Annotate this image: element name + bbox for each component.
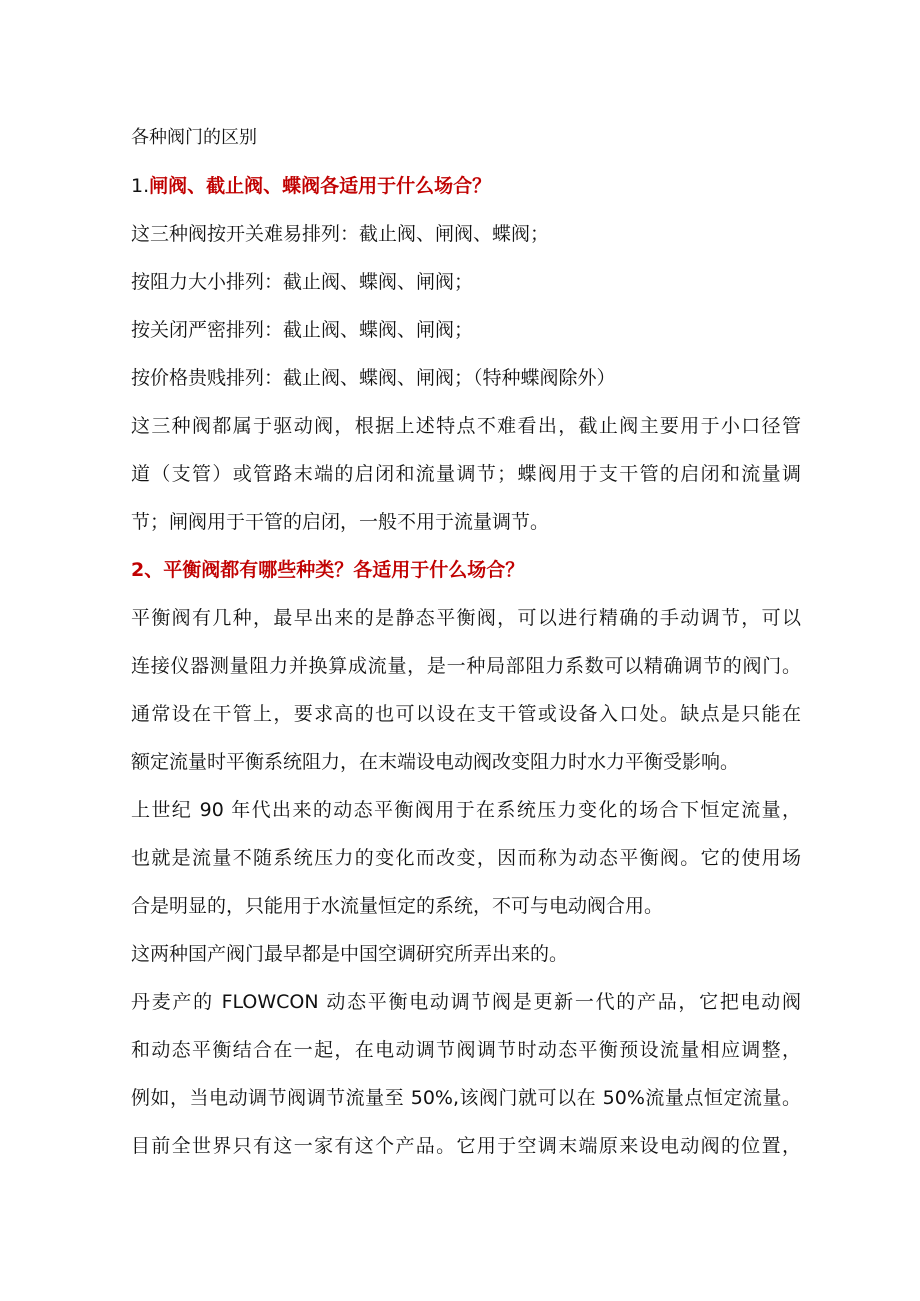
section2-p2-line: 上世纪 90 年代出来的动态平衡阀用于在系统压力变化的场合下恒定流量， xyxy=(131,799,801,821)
heading-1-text: 闸阀、截止阀、蝶阀各适用于什么场合？ xyxy=(149,175,492,197)
section2-p1-line: 通常设在干管上，要求高的也可以设在支干管或设备入口处。缺点是只能在 xyxy=(131,703,801,725)
section2-p1-line: 额定流量时平衡系统阻力，在末端设电动阀改变阻力时水力平衡受影响。 xyxy=(131,751,740,773)
section1-line: 按价格贵贱排列：截止阀、蝶阀、闸阀；（特种蝶阀除外） xyxy=(131,367,616,389)
section2-p4-line: 例如，当电动调节阀调节流量至 50%,该阀门就可以在 50%流量点恒定流量。 xyxy=(131,1087,801,1109)
heading-1-number: 1. xyxy=(131,175,150,197)
section1-paragraph-line: 道（支管）或管路末端的启闭和流量调节；蝶阀用于支干管的启闭和流量调 xyxy=(131,463,801,485)
section2-p1-line: 连接仪器测量阻力并换算成流量，是一种局部阻力系数可以精确调节的阀门。 xyxy=(131,655,801,677)
section2-p1-line: 平衡阀有几种，最早出来的是静态平衡阀，可以进行精确的手动调节，可以 xyxy=(131,607,801,629)
section2-p4-line: 丹麦产的 FLOWCON 动态平衡电动调节阀是更新一代的产品，它把电动阀 xyxy=(131,991,801,1013)
section1-paragraph-line: 节；闸阀用于干管的启闭，一般不用于流量调节。 xyxy=(131,511,550,533)
section1-paragraph-line: 这三种阀都属于驱动阀，根据上述特点不难看出，截止阀主要用于小口径管 xyxy=(131,415,801,437)
section2-p4-line: 和动态平衡结合在一起，在电动调节阀调节时动态平衡预设流量相应调整， xyxy=(131,1039,801,1061)
section2-p2-line: 合是明显的，只能用于水流量恒定的系统，不可与电动阀合用。 xyxy=(131,895,664,917)
heading-1 xyxy=(131,162,801,210)
section2-p4-line: 目前全世界只有这一家有这个产品。它用于空调末端原来设电动阀的位置， xyxy=(131,1135,801,1157)
section2-p3-line: 这两种国产阀门最早都是中国空调研究所弄出来的。 xyxy=(131,943,569,965)
section1-line: 这三种阀按开关难易排列：截止阀、闸阀、蝶阀； xyxy=(131,223,550,245)
document-body xyxy=(131,114,801,1170)
section1-line: 按阻力大小排列：截止阀、蝶阀、闸阀； xyxy=(131,271,474,293)
document-title: 各种阀门的区别 xyxy=(131,127,257,148)
section2-p2-line: 也就是流量不随系统压力的变化而改变，因而称为动态平衡阀。它的使用场 xyxy=(131,847,801,869)
heading-2: 2、平衡阀都有哪些种类？各适用于什么场合？ xyxy=(131,559,525,581)
section1-line: 按关闭严密排列：截止阀、蝶阀、闸阀； xyxy=(131,319,474,341)
